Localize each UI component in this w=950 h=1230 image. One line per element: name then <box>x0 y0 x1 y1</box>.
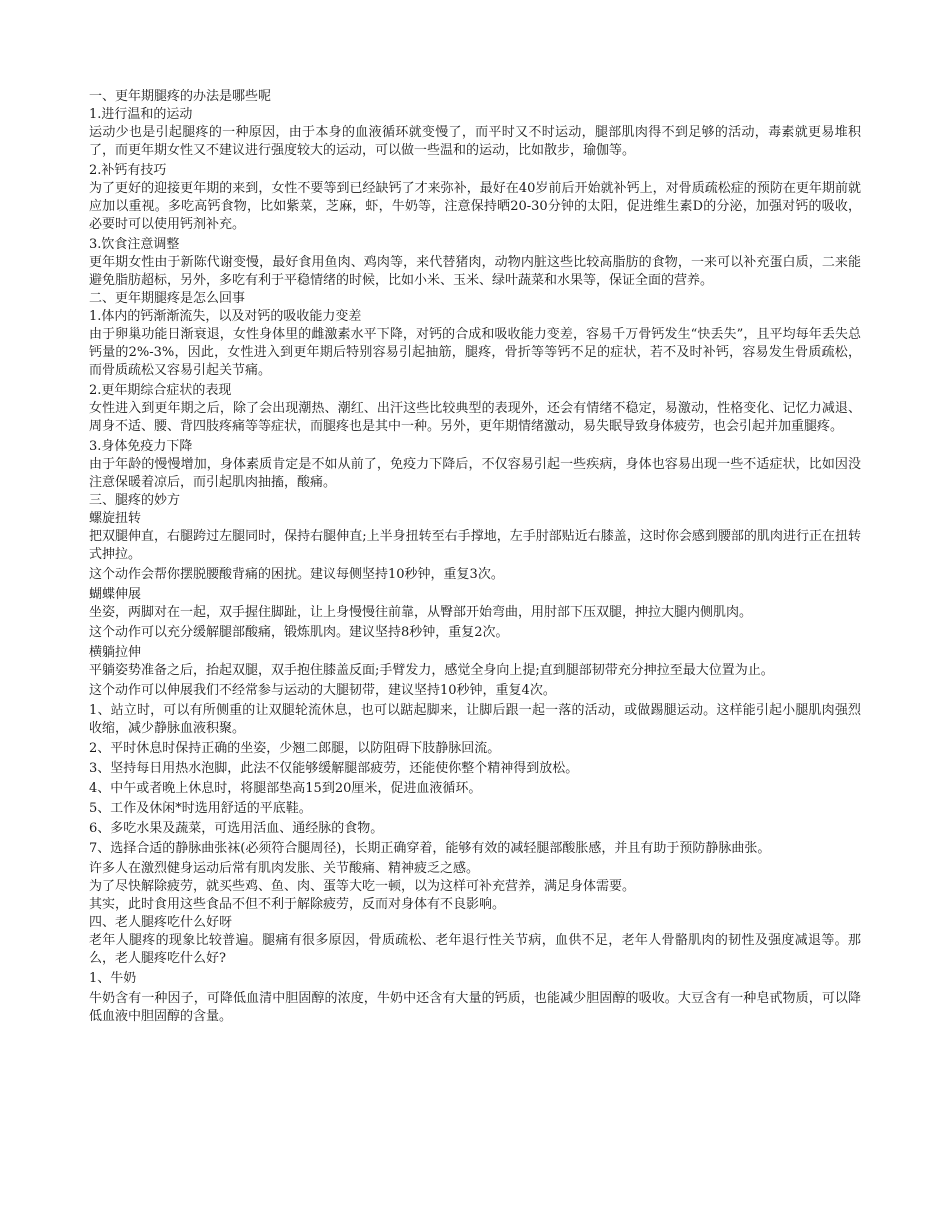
paragraph: 把双腿伸直，右腿跨过左腿同时，保持右腿伸直;上半身扭转至右手撑地，左手肘部贴近右膝盖，这时你会感到腰部的肌肉进行正在扭转式抻拉。 <box>89 529 861 562</box>
subheading: 3.饮食注意调整 <box>89 237 180 252</box>
subheading: 1.进行温和的运动 <box>89 107 193 122</box>
paragraph: 女性进入到更年期之后，除了会出现潮热、潮红、出汗这些比较典型的表现外，还会有情绪不稳定，易激动，性格变化、记忆力减退、周身不适、腰、背四肢疼痛等等症状，而腿疼也是其中一种。另外，更年期情绪激动，易失眠导致身体疲劳，也会引起并加重腿疼。 <box>89 401 861 434</box>
subheading: 1.体内的钙渐渐流失，以及对钙的吸收能力变差 <box>89 309 362 324</box>
paragraph: 为了尽快解除疲劳，就买些鸡、鱼、肉、蛋等大吃一顿，以为这样可补充营养，满足身体需要。 <box>89 879 636 894</box>
paragraph: 平躺姿势准备之后，抬起双腿，双手抱住膝盖反面;手臂发力，感觉全身向上提;直到腿部韧带充分抻拉至最大位置为止。 <box>89 663 774 678</box>
list-item: 2、平时休息时保持正确的坐姿，少翘二郎腿，以防阻碍下肢静脉回流。 <box>89 741 501 756</box>
paragraph: 由于年龄的慢慢增加，身体素质肯定是不如从前了，免疫力下降后，不仅容易引起一些疾病，身体也容易出现一些不适症状，比如因没注意保暖着凉后，而引起肌肉抽搐，酸痛。 <box>89 457 861 490</box>
document-body <box>89 88 861 1026</box>
subheading: 2.补钙有技巧 <box>89 163 167 178</box>
subheading: 1、牛奶 <box>89 971 137 986</box>
paragraph: 这个动作可以充分缓解腿部酸痛，锻炼肌肉。建议坚持8秒钟，重复2次。 <box>89 625 509 640</box>
exercise-title: 横躺拉伸 <box>89 645 142 660</box>
paragraph: 许多人在激烈健身运动后常有肌肉发胀、关节酸痛、精神疲乏之感。 <box>89 861 480 876</box>
section-heading-2: 二、更年期腿疼是怎么回事 <box>89 291 246 306</box>
paragraph: 运动少也是引起腿疼的一种原因，由于本身的血液循环就变慢了，而平时又不时运动，腿部肌肉得不到足够的活动，毒素就更易堆积了，而更年期女性又不建议进行强度较大的运动，可以做一些温和的运动，比如散步，瑜伽等。 <box>89 125 861 158</box>
subheading: 2.更年期综合症状的表现 <box>89 383 232 398</box>
paragraph: 老年人腿疼的现象比较普遍。腿痛有很多原因，骨质疏松、老年退行性关节病，血供不足，老年人骨骼肌肉的韧性及强度减退等。那么，老人腿疼吃什么好? <box>89 933 861 966</box>
subheading: 3.身体免疫力下降 <box>89 439 193 454</box>
exercise-title: 蝴蝶伸展 <box>89 587 142 602</box>
paragraph: 为了更好的迎接更年期的来到，女性不要等到已经缺钙了才来弥补，最好在40岁前后开始就补钙上，对骨质疏松症的预防在更年期前就应加以重视。多吃高钙食物，比如紫菜，芝麻，虾，牛奶等，注意保持晒20-30分钟的太阳，促进维生素D的分泌，加强对钙的吸收，必要时可以使用钙剂补充。 <box>89 181 861 232</box>
list-item: 6、多吃水果及蔬菜，可选用活血、通经脉的食物。 <box>89 821 384 836</box>
exercise-title: 螺旋扭转 <box>89 511 142 526</box>
list-item: 1、站立时，可以有所侧重的让双腿轮流休息，也可以踮起脚来，让脚后跟一起一落的活动，或做踢腿运动。这样能引起小腿肌肉强烈收缩，减少静脉血液积聚。 <box>89 703 861 736</box>
paragraph: 其实，此时食用这些食品不但不利于解除疲劳，反而对身体有不良影响。 <box>89 897 506 912</box>
paragraph: 牛奶含有一种因子，可降低血清中胆固醇的浓度，牛奶中还含有大量的钙质，也能减少胆固醇的吸收。大豆含有一种皂甙物质，可以降低血液中胆固醇的含量。 <box>89 991 861 1024</box>
list-item: 7、选择合适的静脉曲张袜(必须符合腿周径)，长期正确穿着，能够有效的减轻腿部酸胀感，并且有助于预防静脉曲张。 <box>89 841 771 856</box>
paragraph: 这个动作会帮你摆脱腰酸背痛的困扰。建议每侧坚持10秒钟，重复3次。 <box>89 567 504 582</box>
section-heading-3: 三、腿疼的妙方 <box>89 493 181 508</box>
paragraph: 更年期女性由于新陈代谢变慢，最好食用鱼肉、鸡肉等，来代替猪肉，动物内脏这些比较高脂肪的食物，一来可以补充蛋白质，二来能避免脂肪超标，另外，多吃有利于平稳情绪的时候，比如小米、玉米、绿叶蔬菜和水果等，保证全面的营养。 <box>89 255 861 288</box>
list-item: 3、坚持每日用热水泡脚，此法不仅能够缓解腿部疲劳，还能使你整个精神得到放松。 <box>89 761 579 776</box>
paragraph: 坐姿，两脚对在一起，双手握住脚趾，让上身慢慢往前靠，从臀部开始弯曲，用肘部下压双腿，抻拉大腿内侧肌肉。 <box>89 605 753 620</box>
paragraph: 这个动作可以伸展我们不经常参与运动的大腿韧带，建议坚持10秒钟，重复4次。 <box>89 683 556 698</box>
section-heading-1: 一、更年期腿疼的办法是哪些呢 <box>89 89 272 104</box>
list-item: 5、工作及休闲*时选用舒适的平底鞋。 <box>89 801 312 816</box>
section-heading-4: 四、老人腿疼吃什么好呀 <box>89 915 233 930</box>
list-item: 4、中午或者晚上休息时，将腿部垫高15到20厘米，促进血液循环。 <box>89 781 482 796</box>
paragraph: 由于卵巢功能日渐衰退，女性身体里的雌激素水平下降，对钙的合成和吸收能力变差，容易千万骨钙发生“快丢失”，且平均每年丢失总钙量的2%-3%，因此，女性进入到更年期后特别容易引起抽筋，腿疼，骨折等等钙不足的症状，若不及时补钙，容易发生骨质疏松，而骨质疏松又容易引起关节痛。 <box>89 327 861 378</box>
